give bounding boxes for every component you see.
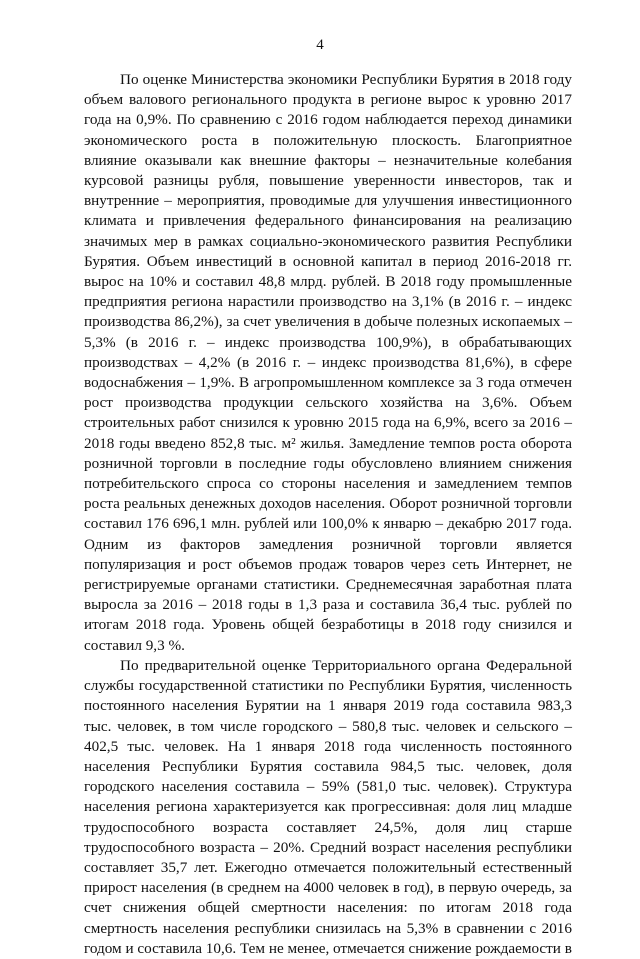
document-body — [84, 70, 572, 959]
page-number: 4 — [316, 37, 324, 53]
paragraph-economy: По оценке Министерства экономики Республики Бурятия в 2018 году объем валового регионального продукта в регионе вырос к уровню 2017 года на 0,9%. По сравнению с 2016 годом наблюдается переход динамики экономического роста в положительную плоскость. Благоприятное влияние оказывали как внешние факторы – незначительные колебания курсовой разницы рубля, повышение уверенности инвесторов, так и внутренние – мероприятия, проводимые для улучшения инвестиционного климата и привлечения федерального финансирования на реализацию значимых мер в рамках социально-экономического развития Республики Бурятия. Объем инвестиций в основной капитал в период 2016-2018 гг. вырос на 10% и составил 48,8 млрд. рублей. В 2018 году промышленные предприятия региона нарастили производство на 3,1% (в 2016 г. – индекс производства 86,2%), за счет увеличения в добыче полезных ископаемых – 5,3% (в 2016 г. – индекс производства 100,9%), в обрабатывающих производствах – 4,2% (в 2016 г. – индекс производства 81,6%), в сфере водоснабжения – 1,9%. В агропромышленном комплексе за 3 года отмечен рост производства продукции сельского хозяйства на 3,6%. Объем строительных работ снизился к уровню 2015 года на 6,9%, всего за 2016 – 2018 годы введено 852,8 тыс. м² жилья. Замедление темпов роста оборота розничной торговли в последние годы обусловлено влиянием снижения потребительского спроса со стороны населения и замедлением темпов роста реальных денежных доходов населения. Оборот розничной торговли составил 176 696,1 млн. рублей или 100,0% к январю – декабрю 2017 года. Одним из факторов замедления розничной торговли является популяризация и рост объемов продаж товаров через сеть Интернет, не регистрируемые органами статистики. Среднемесячная заработная плата выросла за 2016 – 2018 годы в 1,3 раза и составила 36,4 тыс. рублей по итогам 2018 года. Уровень общей безработицы в 2018 году снизился и составил 9,3 %. — [84, 71, 572, 654]
paragraph-population: По предварительной оценке Территориального органа Федеральной службы государственной статистики по Республики Бурятия, численность постоянного населения Бурятии на 1 января 2019 года составила 983,3 тыс. человек, в том числе городского – 580,8 тыс. человек и сельского – 402,5 тыс. человек. На 1 января 2018 года численность постоянного населения Республики Бурятия составила 984,5 тыс. человек, доля городского населения составила – 59% (581,0 тыс. человек). Структура населения региона характеризуется как прогрессивная: доля лиц младше трудоспособного возраста составляет 24,5%, доля лиц старше трудоспособного возраста – 20%. Средний возраст населения республики составляет 35,7 лет. Ежегодно отмечается положительный естественный прирост населения (в среднем на 4000 человек в год), в первую очередь, за счет снижения общей смертности населения: по итогам 2018 года смертность населения республики снизилась на 5,3% в сравнении с 2016 годом и составила 10,6. Тем не менее, отмечается снижение рождаемости в — [84, 656, 572, 957]
